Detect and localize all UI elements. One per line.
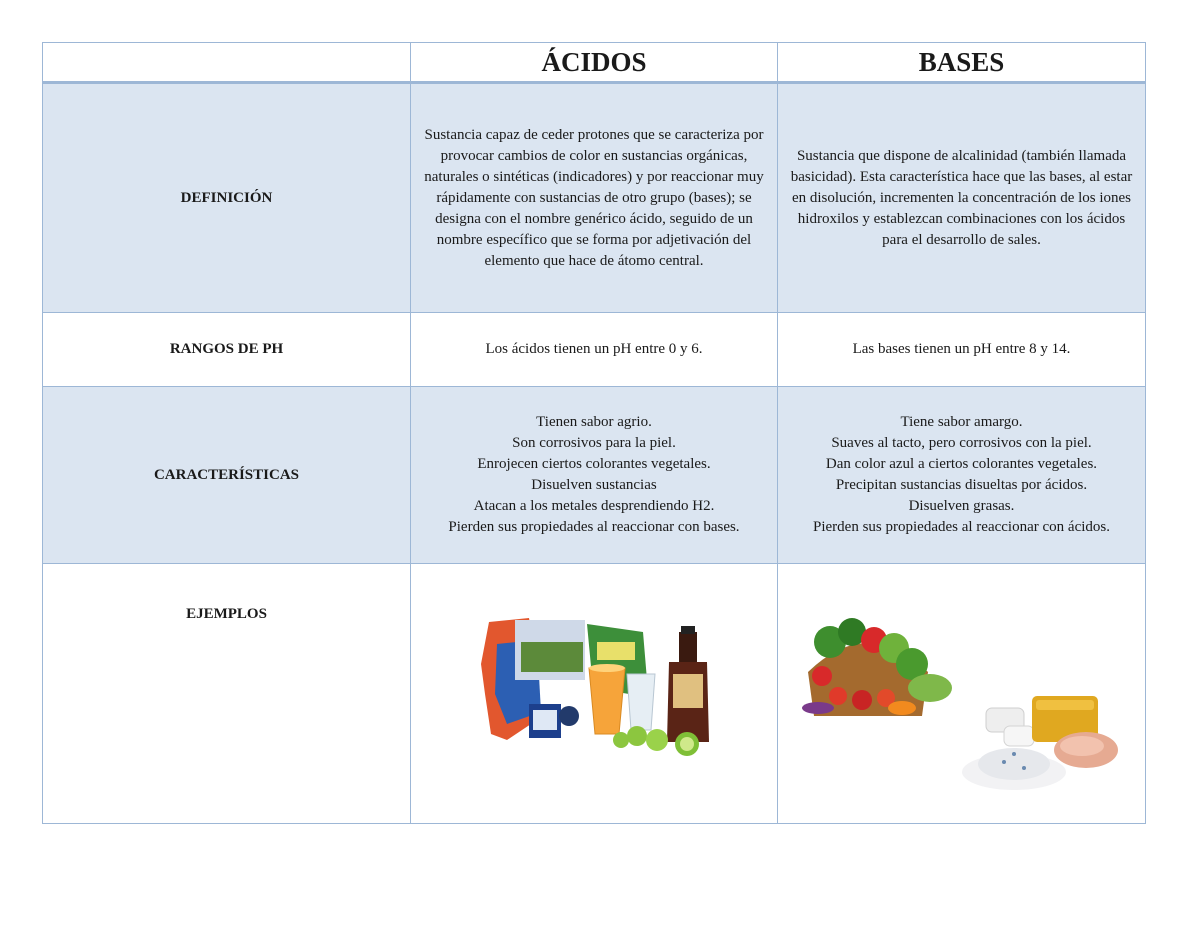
list-item: Disuelven sustancias bbox=[531, 477, 657, 493]
row-caracteristicas bbox=[43, 387, 1146, 564]
row-ejemplos bbox=[43, 564, 1146, 824]
acid-products-image bbox=[411, 584, 778, 803]
row-definicion bbox=[43, 83, 1146, 313]
list-item: Enrojecen ciertos colorantes vegetales. bbox=[477, 456, 711, 472]
cell-ejemplos-acidos bbox=[411, 564, 778, 824]
cell-definicion-acidos: Sustancia capaz de ceder protones que se caracteriza por provocar cambios de color en sustancias orgánicas, naturales o sintéticas (indicadores) y por reaccionar muy rápidamente con sustancias de otro grupo (bases); se designa con el nombre genérico ácido, seguido de un nombre específico que se forma por adjetivación del elemento que hace de átomo central. bbox=[411, 83, 778, 313]
label-ejemplos: EJEMPLOS bbox=[43, 564, 411, 824]
list-item: Son corrosivos para la piel. bbox=[512, 435, 676, 451]
cell-ph-acidos: Los ácidos tienen un pH entre 0 y 6. bbox=[411, 313, 778, 387]
header-acidos: ÁCIDOS bbox=[411, 43, 778, 83]
bases-examples-image bbox=[778, 584, 1146, 803]
header-bases: BASES bbox=[778, 43, 1146, 83]
label-caracteristicas: CARACTERÍSTICAS bbox=[43, 387, 411, 564]
list-item: Disuelven grasas. bbox=[908, 498, 1015, 514]
header-empty-cell bbox=[43, 43, 411, 83]
list-item: Suaves al tacto, pero corrosivos con la piel. bbox=[831, 435, 1092, 451]
list-item: Dan color azul a ciertos colorantes vegetales. bbox=[825, 456, 1098, 472]
cell-caracteristicas-bases bbox=[778, 387, 1146, 564]
label-ph: RANGOS DE PH bbox=[43, 313, 411, 387]
row-ph bbox=[43, 313, 1146, 387]
list-item: Pierden sus propiedades al reaccionar con bases. bbox=[448, 519, 740, 535]
list-item: Precipitan sustancias disueltas por ácidos. bbox=[835, 477, 1088, 493]
list-item: Pierden sus propiedades al reaccionar con ácidos. bbox=[813, 519, 1110, 535]
label-definicion: DEFINICIÓN bbox=[43, 83, 411, 313]
acids-bases-table bbox=[42, 42, 1146, 824]
list-item: Tienen sabor agrio. bbox=[536, 414, 652, 430]
list-item: Tiene sabor amargo. bbox=[900, 414, 1023, 430]
cell-ejemplos-bases bbox=[778, 564, 1146, 824]
cell-ph-bases: Las bases tienen un pH entre 8 y 14. bbox=[778, 313, 1146, 387]
header-row bbox=[43, 43, 1146, 83]
list-item: Atacan a los metales desprendiendo H2. bbox=[473, 498, 715, 514]
cell-definicion-bases: Sustancia que dispone de alcalinidad (también llamada basicidad). Esta característica hace que las bases, al estar en disolución, incrementen la concentración de los iones hidroxilos y establezcan combinaciones con los ácidos para el desarrollo de sales. bbox=[778, 83, 1146, 313]
cell-caracteristicas-acidos bbox=[411, 387, 778, 564]
